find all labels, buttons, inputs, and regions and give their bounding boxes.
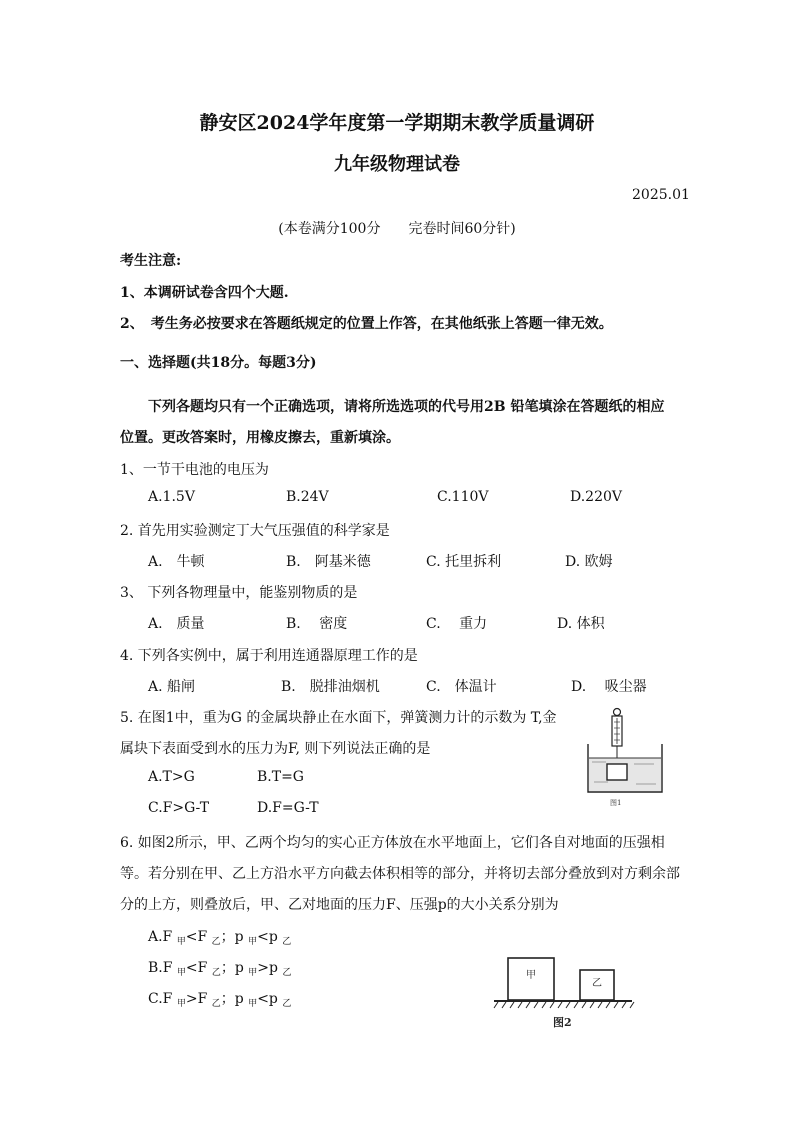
option-a: A. 质量 xyxy=(148,616,205,632)
exam-date: 2025.01 xyxy=(632,187,690,203)
option-d: D. 吸尘器 xyxy=(571,679,647,695)
option-c: C. 托里拆利 xyxy=(426,554,502,570)
question-stem: 3、 下列各物理量中，能鉴别物质的是 xyxy=(120,585,358,601)
option-a: A.T>G xyxy=(148,769,195,785)
option-b: B. 密度 xyxy=(286,616,348,632)
option-d: D.F=G-T xyxy=(257,800,319,816)
option-b: B.24V xyxy=(286,489,329,505)
cube-yi-label: 乙 xyxy=(592,978,602,989)
exam-subtitle: 九年级物理试卷 xyxy=(334,154,460,175)
option-b: B.F $_甲$<F $_乙$；p $_甲$>p $_乙$ xyxy=(148,960,292,978)
option-d: D. 体积 xyxy=(557,616,605,632)
exam-title: 静安区2024学年度第一学期期末教学质量调研 xyxy=(199,112,595,134)
option-b: B. 脱排油烟机 xyxy=(281,679,380,695)
section-instruction: 位置。更改答案时，用橡皮擦去，重新填涂。 xyxy=(120,430,400,446)
option-c: C.F>G-T xyxy=(148,800,210,816)
question-stem: 属块下表面受到水的压力为F, 则下列说法正确的是 xyxy=(120,741,431,757)
exam-meta: (本卷满分100分 完卷时间60分针) xyxy=(278,221,516,237)
note-item: 1、本调研试卷含四个大题. xyxy=(120,285,289,301)
notes-heading: 考生注意: xyxy=(120,253,182,269)
figure-1-spring-scale-diagram xyxy=(582,706,668,808)
figure-2-cubes-diagram xyxy=(490,952,636,1034)
option-a: A.1.5V xyxy=(148,489,195,505)
option-d: D. 欧姆 xyxy=(565,554,613,570)
question-stem: 2. 首先用实验测定丁大气压强值的科学家是 xyxy=(120,523,390,539)
figure-2-caption: 图2 xyxy=(553,1016,572,1029)
question-stem: 1、一节干电池的电压为 xyxy=(120,462,269,478)
cube-jia-label: 甲 xyxy=(526,970,536,981)
option-a: A. 牛顿 xyxy=(148,554,205,570)
option-a: A. 船闸 xyxy=(148,679,196,695)
figure-1-caption: 图1 xyxy=(610,799,622,807)
question-stem: 6. 如图2所示，甲、乙两个均匀的实心正方体放在水平地面上，它们各自对地面的压强相 xyxy=(120,835,665,851)
section-instruction: 下列各题均只有一个正确选项，请将所选选项的代号用2B 铅笔填涂在答题纸的相应 xyxy=(148,399,665,415)
option-d: D.220V xyxy=(570,489,623,505)
note-item: 2、 考生务必按要求在答题纸规定的位置上作答，在其他纸张上答题一律无效。 xyxy=(120,316,613,332)
option-c: C.110V xyxy=(437,489,489,505)
option-b: B.T=G xyxy=(257,769,304,785)
ring-icon xyxy=(614,709,621,716)
option-c: C. 重力 xyxy=(426,616,488,632)
ground-hatching xyxy=(494,1002,634,1008)
option-c: C. 体温计 xyxy=(426,679,497,695)
option-a: A.F $_甲$<F $_乙$；p $_甲$<p $_乙$ xyxy=(148,929,292,947)
section-heading: 一、选择题(共18分。每题3分) xyxy=(120,355,317,371)
option-b: B. 阿基米德 xyxy=(286,554,371,570)
question-stem: 等。若分别在甲、乙上方沿水平方向截去体积相等的部分，并将切去部分叠放到对方剩余部 xyxy=(120,866,680,882)
option-c: C.F $_甲$>F $_乙$；p $_甲$<p $_乙$ xyxy=(148,991,292,1009)
question-stem: 4. 下列各实例中，属于利用连通器原理工作的是 xyxy=(120,648,418,664)
question-stem: 分的上方，则叠放后，甲、乙对地面的压力F、压强p的大小关系分别为 xyxy=(120,897,559,913)
metal-block xyxy=(607,764,627,780)
question-stem: 5. 在图1中，重为G 的金属块静止在水面下，弹簧测力计的示数为 T,金 xyxy=(120,710,557,726)
